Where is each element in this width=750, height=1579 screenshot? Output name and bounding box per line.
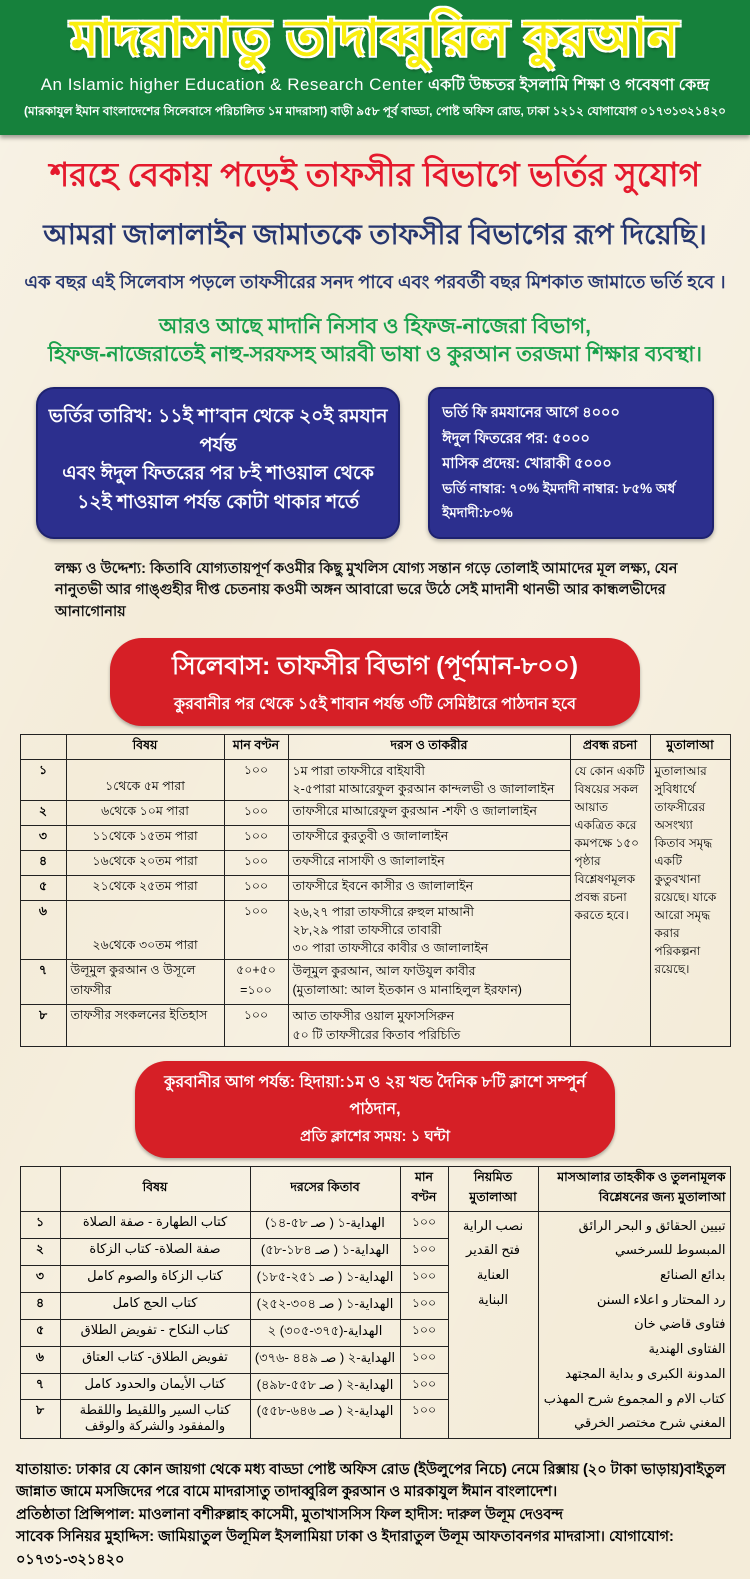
fees-line1: ভর্তি ফি রমযানের আগে ৪০০০ — [442, 405, 620, 422]
row4-serial: ৪ — [20, 851, 66, 876]
t2-row6-kitab: الهداية-২ ( صـ ৩৭৬- ৪৪৯) — [250, 1346, 400, 1373]
row3-lessons: তাফসীরে কুরতুবী ও জালালাইন — [288, 826, 570, 851]
analysis-book-3: بدائع الصنائع — [660, 1267, 726, 1283]
row4-marks: ১০০ — [224, 851, 288, 876]
objective-body: কিতাবি যোগ্যতায়পূর্ণ কওমীর কিছু মুখলিস যোগ্য সন্তান গড়ে তোলাই আমাদের মূল লক্ষ্য, যেন নানুতভী আর গাঙ্গুহীর দীপ্ত চেতনায় কওমী অঙ্গন আবারো ভরে উঠে সেই মাদানী থানভী আর কান্ধলভীদের আনাগোনায় — [55, 560, 678, 621]
objective-paragraph — [0, 559, 750, 624]
t2-row8-subject: كتاب السير واللقيط واللقطة والمفقود والشركة والوقف — [60, 1400, 250, 1438]
fees-line4: ভর্তি নাম্বার: ৭০% ইমদাদী নাম্বার: ৮৫% অর্ধ ইমদাদী:৮০% — [442, 481, 676, 520]
analysis-book-4: رد المحتار و اعلاء السنن — [596, 1291, 726, 1307]
t2-row1-marks: ১০০ — [400, 1211, 448, 1238]
row7-serial: ৭ — [20, 960, 66, 1005]
objective-label: লক্ষ্য ও উদ্দেশ্য: — [55, 560, 146, 577]
t2-row3-marks: ১০০ — [400, 1265, 448, 1292]
subtitle-english: An Islamic higher Education & Research Center — [40, 74, 424, 94]
analysis-book-7: المدونة الكبرى و بداية المجتهد — [565, 1365, 726, 1381]
info-boxes — [0, 387, 750, 538]
t2-row5-marks: ১০০ — [400, 1319, 448, 1346]
t2-row4-marks: ১০০ — [400, 1292, 448, 1319]
row4-lessons: তফসীরে নাসাফী ও জালালাইন — [288, 851, 570, 876]
syllabus-banner-title: সিলেবাস: তাফসীর বিভাগ (পূর্ণমান-৮০০) — [171, 651, 579, 680]
t2-row7-subject: كتاب الأيمان والحدود كامل — [60, 1373, 250, 1400]
footer-directions-line2: জান্নাত জামে মসজিদের পরে বামে মাদরাসাতু তাদাব্বুরিল কুরআন ও মারকাযুল ঈমান বাংলাদেশ। — [16, 1484, 558, 1501]
row5-lessons: তাফসীরে ইবনে কাসীর ও জালালাইন — [288, 876, 570, 901]
t2-row1-kitab: الهداية-১ ( صـ ১৪-৫৮) — [250, 1211, 400, 1238]
hidaya-banner-line1: কুরবানীর আগ পর্যন্ত: হিদায়া:১ম ও ২য় খন্ড দৈনিক ৮টি ক্লাশে সম্পুর্ন পাঠদান, — [164, 1073, 586, 1118]
table2-header-marks: মান বণ্টন — [400, 1166, 448, 1211]
row8-marks: ১০০ — [224, 1005, 288, 1046]
t2-row3-subject: كتاب الزكاة والصوم كامل — [60, 1265, 250, 1292]
table1-header-row — [20, 734, 730, 759]
subtitle-bengali: একটি উচ্চতর ইসলামি শিক্ষা ও গবেষণা কেন্দ্র — [427, 76, 710, 94]
green-line1: আরও আছে মাদানি নিসাব ও হিফজ-নাজেরা বিভাগ, — [159, 314, 591, 338]
t2-row8-marks: ১০০ — [400, 1400, 448, 1438]
row6-lesson-1: ২৬,২৭ পারা তাফসীরে রুহুল মাআনী — [292, 905, 474, 920]
row1-lesson-1: ১ম পারা তাফসীরে বাইযাবী — [292, 763, 425, 778]
table1-header-lessons: দরস ও তাকরীর — [288, 734, 570, 759]
footer-principal-line: প্রতিষ্ঠাতা প্রিন্সিপাল: মাওলানা বশীরুল্লাহ কাসেমী, মুতাখাসসিস ফিল হাদীস: দারুল উলূম দেওবন্দ — [16, 1506, 563, 1523]
syllabus-banner-subtitle: কুরবানীর পর থেকে ১৫ই শাবান পর্যন্ত ৩টি সেমিষ্টারে পাঠদান হবে — [173, 695, 577, 713]
regular-mutalaa-1: نصب الراية — [462, 1217, 524, 1233]
t2-row1-subject: كتاب الطهارة - صفة الصلاة — [60, 1211, 250, 1238]
t2-row2-kitab: الهداية-১ ( صـ ৫৮-১৮৪) — [250, 1238, 400, 1265]
t2-row8-serial: ৮ — [20, 1400, 60, 1438]
row3-subject: ১১থেকে ১৫তম পারা — [66, 826, 224, 851]
table1-header-serial — [20, 734, 66, 759]
row3-serial: ৩ — [20, 826, 66, 851]
table-row — [20, 1211, 730, 1238]
green-line2: হিফজ-নাজেরাতেই নাহু-সরফসহ আরবী ভাষা ও কুরআন তরজমা শিক্ষার ব্যবস্থা। — [48, 342, 702, 366]
admission-dates-box — [36, 387, 400, 538]
t2-row4-kitab: الهداية-১ ( صـ ২৫২-৩০৪) — [250, 1292, 400, 1319]
table2-header-analysis: মাসআলার তাহকীক ও তুলনামূলক বিশ্লেষনের জন্য মুতালাআ — [538, 1166, 730, 1211]
t2-row7-kitab: الهداية-২ ( صـ ৪৯৮-৫৫৮) — [250, 1373, 400, 1400]
row7-lessons — [288, 960, 570, 1005]
t2-row6-serial: ৬ — [20, 1346, 60, 1373]
analysis-books-cell — [538, 1211, 730, 1438]
footer-contact-line: সাবেক সিনিয়র মুহাদ্দিস: জামিয়াতুল উলূমিল ইসলামিয়া ঢাকা ও ইদারাতুল উলূম আফতাবনগর মাদরাসা। যোগাযোগ: ০১৭৩১-৩২১৪২০ — [16, 1529, 674, 1568]
row8-lesson-1: আত তাফসীর ওয়াল মুফাসসিরুন — [292, 1009, 455, 1024]
table2-header-kitab: দরসের কিতাব — [250, 1166, 400, 1211]
regular-mutalaa-2: فتح القدير — [466, 1242, 520, 1258]
t2-row2-subject: صفة الصلاة- كتاب الزكاة — [60, 1238, 250, 1265]
masthead — [0, 0, 750, 135]
row7-marks: ৫০+৫০ =১০০ — [224, 960, 288, 1005]
t2-row5-subject: كتاب النكاح - تفويض الطلاق — [60, 1319, 250, 1346]
regular-mutalaa-4: البناية — [478, 1291, 508, 1307]
row2-serial: ২ — [20, 801, 66, 826]
announcement-line2: এক বছর এই সিলেবাস পড়লে তাফসীরের সনদ পাবে এবং পরবর্তী বছর মিশকাত জামাতে ভর্তি হবে । — [24, 271, 726, 292]
table1-header-mutalaa: মুতালাআ — [650, 734, 730, 759]
syllabus-banner — [110, 638, 640, 726]
fees-line3: মাসিক প্রদেয়: খোরাকী ৫০০০ — [442, 455, 612, 472]
hidaya-banner — [135, 1061, 615, 1158]
analysis-book-9: المغني شرح مختصر الخرقي — [574, 1415, 726, 1431]
t2-row3-kitab: الهداية-১ ( صـ ১৮৫-২৫১) — [250, 1265, 400, 1292]
t2-row1-serial: ১ — [20, 1211, 60, 1238]
table2-header-row — [20, 1166, 730, 1211]
row2-marks: ১০০ — [224, 801, 288, 826]
hidaya-banner-line2: প্রতি ক্লাশের সময়: ১ ঘন্টা — [300, 1127, 450, 1145]
t2-row2-marks: ১০০ — [400, 1238, 448, 1265]
t2-row7-serial: ৭ — [20, 1373, 60, 1400]
analysis-book-1: تبيين الحقائق و البحر الرائق — [578, 1217, 726, 1233]
admission-dates-line1: ভর্তির তারিখ: ১১ই শা’বান থেকে ২০ই রমযান পর্যন্ত — [48, 406, 388, 456]
tafsir-syllabus-table — [20, 734, 731, 1047]
analysis-book-5: فتاوى قاضي خان — [634, 1316, 726, 1332]
row1-subject: ১থেকে ৫ম পারা — [66, 759, 224, 800]
green-announcement — [0, 313, 750, 370]
t2-row7-marks: ১০০ — [400, 1373, 448, 1400]
footer — [0, 1449, 750, 1579]
table1-header-marks: মান বণ্টন — [224, 734, 288, 759]
essay-note-cell: যে কোন একটি বিষয়ের সকল আয়াত একত্রিত করে কমপক্ষে ১৫০ পৃষ্ঠার বিশ্লেষণমূলক প্রবন্ধ রচনা করতে হবে। — [570, 759, 650, 1046]
analysis-book-2: المبسوط للسرخسي — [615, 1242, 726, 1258]
row7-lesson-1: উলূমুল কুরআন, আল ফাউযুল কাবীর — [292, 964, 476, 979]
t2-row5-serial: ৫ — [20, 1319, 60, 1346]
row8-serial: ৮ — [20, 1005, 66, 1046]
row5-marks: ১০০ — [224, 876, 288, 901]
row4-subject: ১৬থেকে ২০তম পারা — [66, 851, 224, 876]
t2-row8-kitab: الهداية-২ ( صـ ৫৫৮-৬৪৬) — [250, 1400, 400, 1438]
row8-lessons — [288, 1005, 570, 1046]
row8-lesson-2: ৫০ টি তাফসীরের কিতাব পরিচিতি — [292, 1027, 461, 1042]
announcement-line1: আমরা জালালাইন জামাতকে তাফসীর বিভাগের রূপ দিয়েছি। — [43, 218, 707, 250]
masthead-subtitle — [8, 72, 742, 99]
analysis-book-6: الفتاوى الهندية — [648, 1341, 726, 1357]
row1-serial: ১ — [20, 759, 66, 800]
row1-marks: ১০০ — [224, 759, 288, 800]
regular-mutalaa-cell — [448, 1211, 538, 1438]
t2-row3-serial: ৩ — [20, 1265, 60, 1292]
table-row — [20, 759, 730, 800]
row7-subject: উলূমুল কুরআন ও উসূলে তাফসীর — [66, 960, 224, 1005]
t2-row6-marks: ১০০ — [400, 1346, 448, 1373]
admission-dates-line3: ১২ই শাওয়াল পর্যন্ত কোটা থাকার শর্তে — [77, 491, 360, 513]
row3-marks: ১০০ — [224, 826, 288, 851]
t2-row2-serial: ২ — [20, 1238, 60, 1265]
t2-row5-kitab: الهداية-২ (৩০৫-৩৭৫) — [250, 1319, 400, 1346]
row6-lesson-2: ২৮,২৯ পারা তাফসীরে তাবারী — [292, 923, 442, 938]
row1-lessons — [288, 759, 570, 800]
t2-row4-serial: ৪ — [20, 1292, 60, 1319]
row1-lesson-2: ২-৫পারা মাআরেফুল কুরআন কান্দলভী ও জালালাইন — [292, 781, 555, 796]
row6-subject: ২৬থেকে ৩০তম পারা — [66, 901, 224, 960]
fees-line2: ঈদুল ফিতরের পর: ৫০০০ — [442, 430, 590, 447]
table2-header-subject: বিষয় — [60, 1166, 250, 1211]
row6-marks: ১০০ — [224, 901, 288, 960]
row7-lesson-2: (মুতালাআ: আল ইতকান ও মানাহিলুল ইরফান) — [292, 982, 522, 997]
row2-subject: ৬থেকে ১০ম পারা — [66, 801, 224, 826]
t2-row6-subject: تفويض الطلاق- كتاب العتاق — [60, 1346, 250, 1373]
table1-header-subject: বিষয় — [66, 734, 224, 759]
regular-mutalaa-3: العناية — [476, 1267, 510, 1283]
admission-dates-line2: এবং ঈদুল ফিতরের পর ৮ই শাওয়াল থেকে — [62, 463, 374, 485]
hidaya-table — [20, 1166, 731, 1439]
footer-directions-line1: যাতায়াত: ঢাকার যে কোন জায়গা থেকে মধ্য বাড্ডা পোষ্ট অফিস রোড (ইউলুপের নিচে) নেমে রিক্সায় (২০ টাকা ভাড়ায়)বাইতুল — [16, 1461, 726, 1478]
row2-lessons: তাফসীরে মাআরেফুল কুরআন -শফী ও জালালাইন — [288, 801, 570, 826]
masthead-address: (মারকাযুল ইমান বাংলাদেশের সিলেবাসে পরিচালিত ১ম মাদরাসা) বাড়ী ৯৫৮ পূর্ব বাড্ডা, পোষ্ট অফিস রোড, ঢাকা ১২১২ যোগাযোগ ০১৭৩১৩২১৪২০ — [24, 103, 726, 118]
t2-row4-subject: كتاب الحج كامل — [60, 1292, 250, 1319]
row6-serial: ৬ — [20, 901, 66, 960]
madrasa-title: মাদরাসাতু তাদাব্বুরিল কুরআন — [70, 10, 680, 66]
row6-lesson-3: ৩০ পারা তাফসীরে কাবীর ও জালালাইন — [292, 941, 489, 956]
admission-headline: শরহে বেকায় পড়েই তাফসীর বিভাগে ভর্তির সুযোগ — [49, 155, 701, 193]
row8-subject: তাফসীর সংকলনের ইতিহাস — [66, 1005, 224, 1046]
table1-header-essay: প্রবন্ধ রচনা — [570, 734, 650, 759]
table2-header-regular: নিয়মিত মুতালাআ — [448, 1166, 538, 1211]
table2-header-serial — [20, 1166, 60, 1211]
mutalaa-note-cell: মুতালাআর সুবিধার্থে তাফসীরের অসংখ্যা কিতাব সমৃদ্ধ একটি কুতুবখানা রয়েছে। যাকে আরো সমৃদ্ধ করার পরিকল্পনা রয়েছে। — [650, 759, 730, 1046]
row5-subject: ২১থেকে ২৫তম পারা — [66, 876, 224, 901]
analysis-book-8: كتاب الام و المجموع شرح المهذب — [543, 1390, 726, 1406]
row6-lessons — [288, 901, 570, 960]
fees-box — [428, 387, 714, 538]
row5-serial: ৫ — [20, 876, 66, 901]
